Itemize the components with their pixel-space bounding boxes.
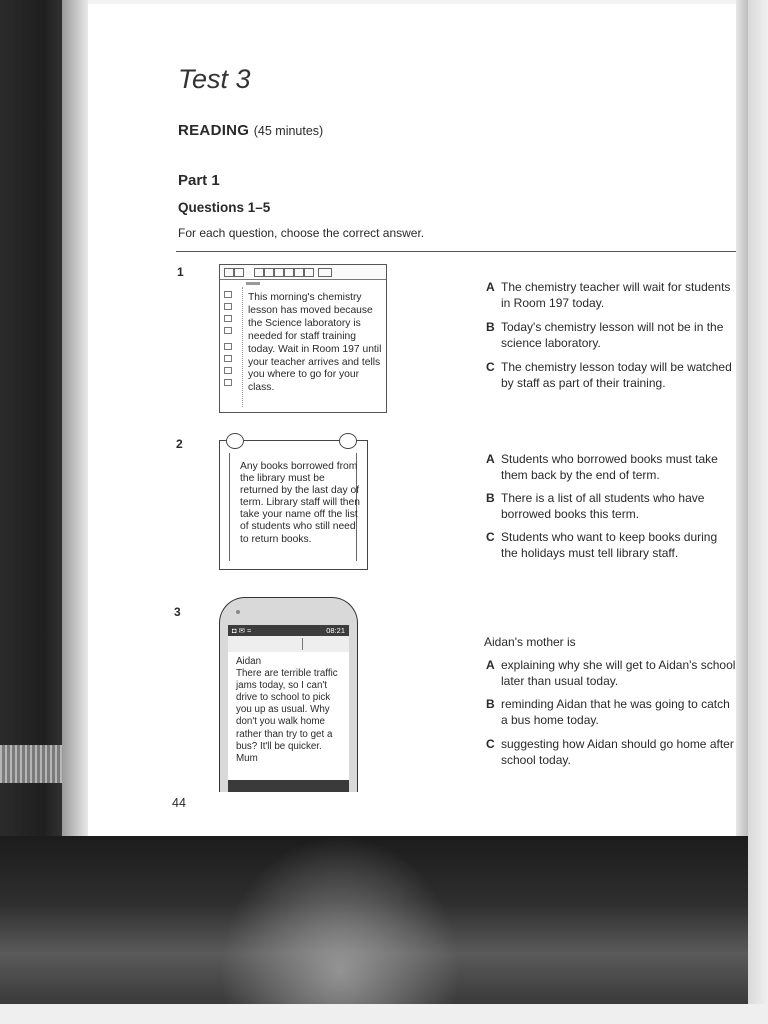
option-text: The chemistry lesson today will be watched by staff as part of their training. xyxy=(501,360,732,390)
option-letter: C xyxy=(486,530,495,544)
divider-rule xyxy=(176,251,736,252)
option-c xyxy=(486,530,736,561)
camera-icon xyxy=(236,610,240,614)
option-c xyxy=(486,360,736,391)
option-letter: C xyxy=(486,737,495,751)
option-a xyxy=(486,452,736,483)
scanner-edge-right xyxy=(748,0,768,1024)
tab-indicator xyxy=(246,282,260,285)
option-text: Students who borrowed books must take them back by the end of term. xyxy=(501,452,718,482)
option-text: suggesting how Aidan should go home after school today. xyxy=(501,737,734,767)
scan-bottom-strip xyxy=(0,1004,768,1024)
status-time: 08:21 xyxy=(326,626,345,635)
side-panel-icons xyxy=(220,287,243,407)
toolbar-icons xyxy=(220,265,386,280)
option-text: reminding Aidan that he was going to catch a bus home today. xyxy=(501,697,730,727)
page-gutter-shadow xyxy=(736,0,748,836)
option-b xyxy=(486,491,736,522)
pin-icon xyxy=(226,433,244,449)
option-letter: A xyxy=(486,280,495,294)
option-text: explaining why she will get to Aidan's school later than usual today. xyxy=(501,658,736,688)
message-header xyxy=(228,636,349,652)
option-b xyxy=(486,697,736,728)
option-letter: A xyxy=(486,658,495,672)
computer-screen-message xyxy=(219,264,387,413)
scanner-glow xyxy=(220,836,460,1004)
option-text: Students who want to keep books during the holidays must tell library staff. xyxy=(501,530,718,560)
sms-message: There are terrible traffic jams today, so I can't drive to school to pick you up as usual. Why don't you walk home rather than try to get a bus? It'll be quicker. xyxy=(236,668,338,752)
option-text: Today's chemistry lesson will not be in the science laboratory. xyxy=(501,320,724,350)
question-number: 3 xyxy=(174,605,181,619)
question-number: 2 xyxy=(176,437,183,451)
book-page-edge xyxy=(62,0,88,836)
page-number: 44 xyxy=(172,796,186,810)
phone-nav-bar xyxy=(228,780,349,792)
sms-sender: Mum xyxy=(236,752,258,764)
scanner-shadow-bottom xyxy=(0,836,750,1004)
section-duration: (45 minutes) xyxy=(253,124,324,138)
questions-heading: Questions 1–5 xyxy=(178,200,271,215)
text-cursor xyxy=(302,638,303,650)
section-title: READING xyxy=(178,122,250,139)
screen-message-text: This morning's chemistry lesson has moved because the Science laboratory is needed for staff training today. Wait in Room 197 until your teacher arrives and tells you where to go for your class. xyxy=(248,292,382,394)
option-a xyxy=(486,280,736,311)
instructions: For each question, choose the correct answer. xyxy=(178,226,425,240)
option-text: The chemistry teacher will wait for students in Room 197 today. xyxy=(501,280,731,310)
option-letter: B xyxy=(486,697,495,711)
test-title: Test 3 xyxy=(178,64,251,94)
phone-message xyxy=(219,597,358,792)
question-number: 1 xyxy=(177,265,184,279)
option-letter: B xyxy=(486,320,495,334)
option-letter: C xyxy=(486,360,495,374)
sms-recipient: Aidan xyxy=(236,656,262,667)
option-c xyxy=(486,737,736,768)
notice-message-text: Any books borrowed from the library must be returned by the last day of term. Library staff will then take your name off the list of students who still need to return books. xyxy=(240,461,360,545)
pin-icon xyxy=(339,433,357,449)
message-body xyxy=(228,652,349,780)
option-letter: A xyxy=(486,452,495,466)
question-stem: Aidan's mother is xyxy=(484,635,576,649)
section-heading xyxy=(178,122,323,139)
option-a xyxy=(486,658,736,689)
phone-status-bar xyxy=(228,625,349,636)
option-b xyxy=(486,320,736,351)
part-heading: Part 1 xyxy=(178,172,220,189)
status-icons: ◘ ✉ ≈ xyxy=(232,626,252,635)
sms-text xyxy=(236,656,346,765)
option-letter: B xyxy=(486,491,495,505)
option-text: There is a list of all students who have borrowed books this term. xyxy=(501,491,705,521)
